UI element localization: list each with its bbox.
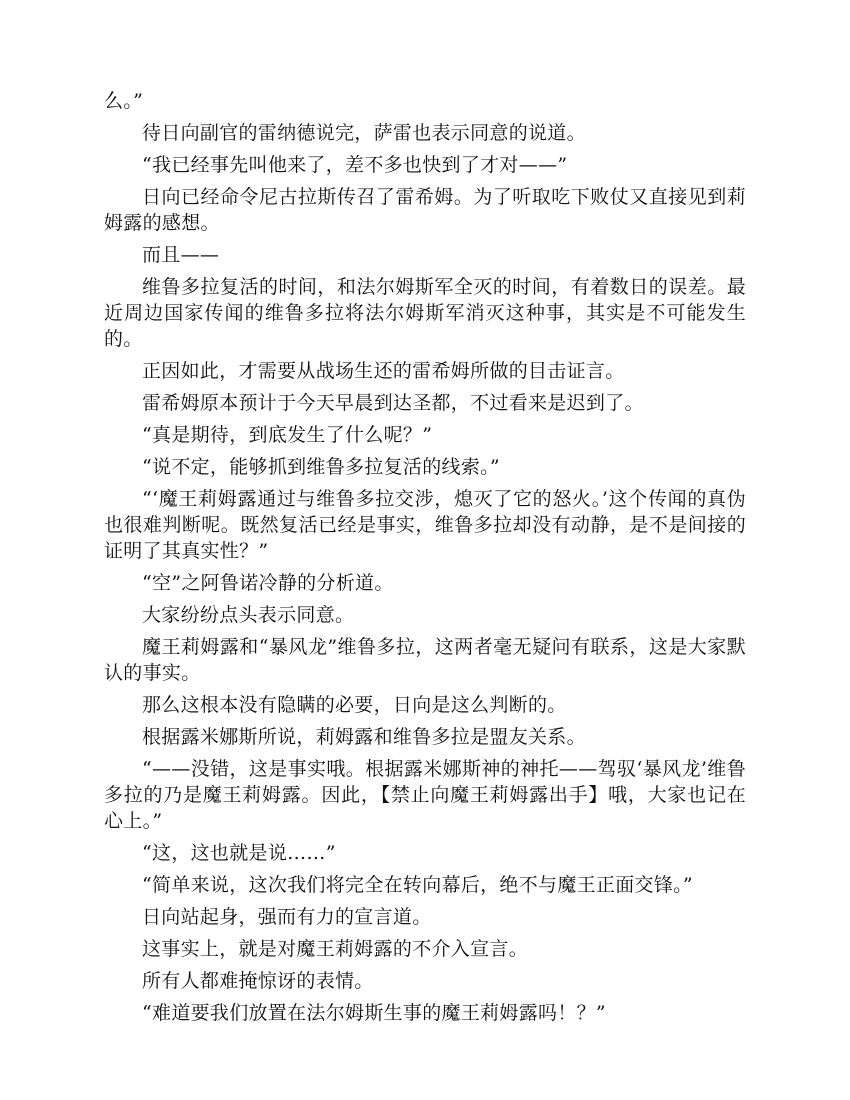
paragraph: “空”之阿鲁诺冷静的分析道。 [142,572,394,594]
paragraph: “——没错，这是事实哦。根据露米娜斯神的神托——驾驭‘暴风龙’维鲁多拉的乃是魔王莉姆露。因此，【禁止向魔王莉姆露出手】哦，大家也记在心上。” [104,758,746,832]
paragraph: “‘魔王莉姆露通过与维鲁多拉交涉，熄灭了它的怒火。’这个传闻的真伪也很难判断呢。既然复活已经是事实，维鲁多拉却没有动静，是不是间接的证明了其真实性？” [104,488,746,562]
paragraph: 所有人都难掩惊讶的表情。 [142,970,374,992]
paragraph: 雷希姆原本预计于今天早晨到达圣都，不过看来是迟到了。 [142,392,644,414]
paragraph: 根据露米娜斯所说，莉姆露和维鲁多拉是盟友关系。 [142,726,586,748]
paragraph: 而且—— [142,244,220,266]
paragraph: 日向已经命令尼古拉斯传召了雷希姆。为了听取吃下败仗又直接见到莉姆露的感想。 [104,186,746,234]
paragraph: 这事实上，就是对魔王莉姆露的不介入宣言。 [142,938,529,960]
paragraph: 么。” [104,90,144,112]
paragraph: “难道要我们放置在法尔姆斯生事的魔王莉姆露吗！？” [142,1002,606,1024]
paragraph: “真是期待，到底发生了什么呢？” [142,424,433,446]
paragraph: “说不定，能够抓到维鲁多拉复活的线索。” [142,456,500,478]
paragraph: 魔王莉姆露和“暴风龙”维鲁多拉，这两者毫无疑问有联系，这是大家默认的事实。 [104,636,746,684]
paragraph: “这，这也就是说……” [142,842,336,864]
paragraph: 维鲁多拉复活的时间，和法尔姆斯军全灭的时间，有着数日的误差。最近周边国家传闻的维鲁多拉将法尔姆斯军消灭这种事，其实是不可能发生的。 [104,276,746,350]
paragraph: “我已经事先叫他来了，差不多也快到了才对——” [142,154,568,176]
paragraph: 正因如此，才需要从战场生还的雷希姆所做的目击证言。 [142,360,625,382]
paragraph: 待日向副官的雷纳德说完，萨雷也表示同意的说道。 [142,122,586,144]
paragraph: 大家纷纷点头表示同意。 [142,604,355,626]
paragraph: 那么这根本没有隐瞒的必要，日向是这么判断的。 [142,694,567,716]
paragraph: “简单来说，这次我们将完全在转向幕后，绝不与魔王正面交锋。” [142,874,693,896]
paragraph: 日向站起身，强而有力的宣言道。 [142,906,432,928]
